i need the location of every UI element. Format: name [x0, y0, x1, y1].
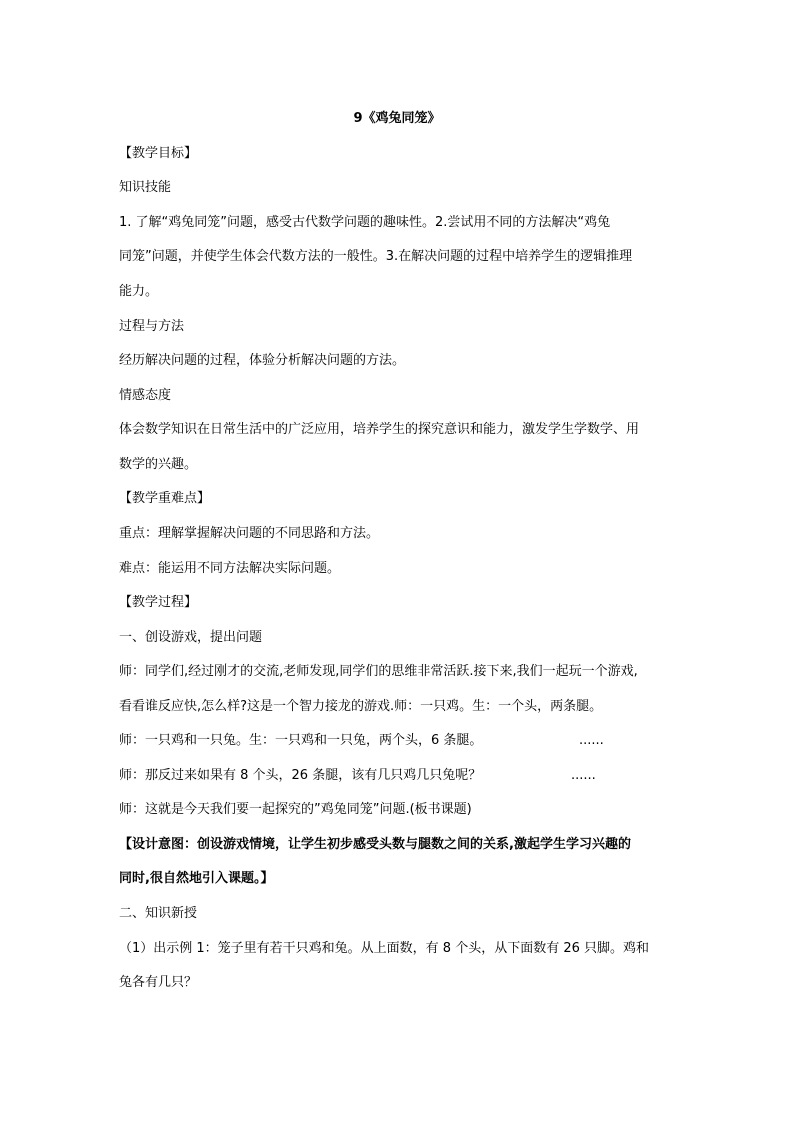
- paragraph-line: 师：这就是今天我们要一起探究的”鸡兔同笼”问题.(板书课题): [119, 802, 472, 817]
- ellipsis: ......: [571, 768, 596, 783]
- section-heading-objectives: 【教学目标】: [119, 146, 198, 161]
- paragraph-line: 能力。: [119, 284, 159, 299]
- subheading-knowledge-skills: 知识技能: [119, 180, 172, 195]
- paragraph-line: 体会数学知识在日常生活中的广泛应用，培养学生的探究意识和能力，激发学生学数学、用: [119, 422, 640, 437]
- paragraph-line: 重点：理解掌握解决问题的不同思路和方法。: [119, 526, 380, 541]
- design-intent-line: 同时,很自然地引入课题。】: [119, 871, 274, 886]
- paragraph-line: 师：一只鸡和一只兔。生：一只鸡和一只兔，两个头，6 条腿。: [119, 733, 483, 748]
- subheading-process-method: 过程与方法: [119, 319, 185, 334]
- subheading-emotion-attitude: 情感态度: [119, 388, 172, 403]
- paragraph-line: 数学的兴趣。: [119, 457, 198, 472]
- ellipsis: ......: [579, 733, 604, 748]
- document-title: 9《鸡兔同笼》: [353, 111, 441, 126]
- paragraph-line: 师：同学们,经过刚才的交流,老师发现,同学们的思维非常活跃.接下来,我们一起玩一个游戏,: [119, 664, 638, 679]
- paragraph-line: 难点：能运用不同方法解决实际问题。: [119, 561, 341, 576]
- section-heading-key-points: 【教学重难点】: [119, 491, 211, 506]
- subheading-part-two: 二、知识新授: [119, 906, 198, 921]
- paragraph-line: 兔各有几只？: [119, 975, 198, 990]
- subheading-part-one: 一、创设游戏，提出问题: [119, 630, 263, 645]
- paragraph-line: （1）出示例 1：笼子里有若干只鸡和兔。从上面数，有 8 个头，从下面数有 26 只脚。鸡和: [119, 941, 650, 956]
- paragraph-line: 经历解决问题的过程，体验分析解决问题的方法。: [119, 353, 406, 368]
- paragraph-line: 1. 了解“鸡兔同笼”问题，感受古代数学问题的趣味性。2.尝试用不同的方法解决“鸡兔: [119, 215, 611, 230]
- design-intent-line: 【设计意图：创设游戏情境，让学生初步感受头数与腿数之间的关系,激起学生学习兴趣的: [119, 837, 631, 852]
- paragraph-line: 同笼”问题，并使学生体会代数方法的一般性。3.在解决问题的过程中培养学生的逻辑推理: [119, 249, 633, 264]
- paragraph-line: 师：那反过来如果有 8 个头，26 条腿，该有几只鸡几只兔呢？: [119, 768, 482, 783]
- section-heading-process: 【教学过程】: [119, 595, 198, 610]
- paragraph-line: 看看谁反应快,怎么样?这是一个智力接龙的游戏.师：一只鸡。生：一个头，两条腿。: [119, 699, 603, 714]
